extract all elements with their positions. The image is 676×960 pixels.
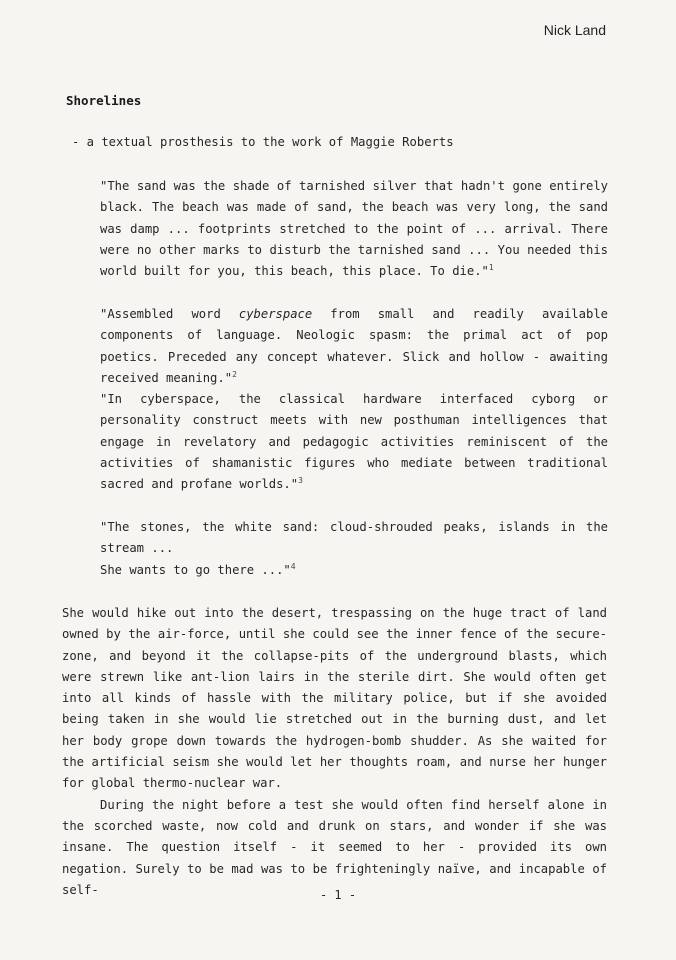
body-paragraph: She would hike out into the desert, trespassing on the huge tract of land owned by the air-force, until she could see the inner fence of the secure-zone, and beyond it the collapse-pits of the underground blasts, which were strewn like ant-lion lairs in the sterile dirt. She would often get into all kinds of hassle with the military police, but if she avoided being taken in she would lie stretched out in the burning dust, and let her body grope down towards the hydrogen-bomb shudder. As she waited for the artificial seism she would let her thoughts roam, and nurse her hunger for global thermo-nuclear war. [62, 606, 607, 791]
footnote-marker: 4 [290, 561, 296, 571]
quote-line: She wants to go there ..." [100, 562, 291, 577]
page-number: - 1 - [319, 888, 357, 902]
epigraph-quote-4 [100, 517, 608, 581]
epigraph-quote-3 [100, 389, 608, 495]
quote-text: "In cyberspace, the classical hardware interfaced cyborg or personality construct meets with new posthuman intelligences that engage in revelatory and pedagogic activities reminiscent of the activities of shamanistic figures who mediate between traditional sacred and profane worlds." [100, 392, 608, 492]
quote-emphasis: cyberspace [238, 307, 313, 321]
essay-title: Shorelines [66, 93, 142, 108]
essay-subtitle: - a textual prosthesis to the work of Maggie Roberts [72, 135, 454, 149]
quote-text: "The sand was the shade of tarnished silver that hadn't gone entirely black. The beach was made of sand, the beach was very long, the sand was damp ... footprints stretched to the point of ... arrival. There were no other marks to disturb the tarnished sand ... You needed this world built for you, this beach, this place. To die." [100, 179, 608, 279]
quote-line: "The stones, the white sand: cloud-shrouded peaks, islands in the stream ... [100, 520, 608, 556]
quote-text-after: from small and readily available components of language. Neologic spasm: the primal act of pop poetics. Preceded any concept whatever. Slick and hollow - awaiting received meaning." [100, 307, 608, 385]
footnote-marker: 2 [232, 369, 237, 379]
body-paragraph: During the night before a test she would often find herself alone in the scorched waste, now cold and drunk on stars, and wonder if she was insane. The question itself - it seemed to her - provided its own negation. Surely to be mad was to be frighteningly naïve, and incapable of self- [62, 797, 607, 897]
quote-text-before: "Assembled word [100, 307, 239, 321]
author-header: Nick Land [543, 22, 606, 38]
essay-body [62, 603, 607, 901]
epigraph-quote-2 [100, 304, 608, 389]
footnote-marker: 3 [298, 476, 303, 486]
footnote-marker: 1 [488, 263, 494, 273]
epigraph-quote-1 [100, 176, 608, 282]
